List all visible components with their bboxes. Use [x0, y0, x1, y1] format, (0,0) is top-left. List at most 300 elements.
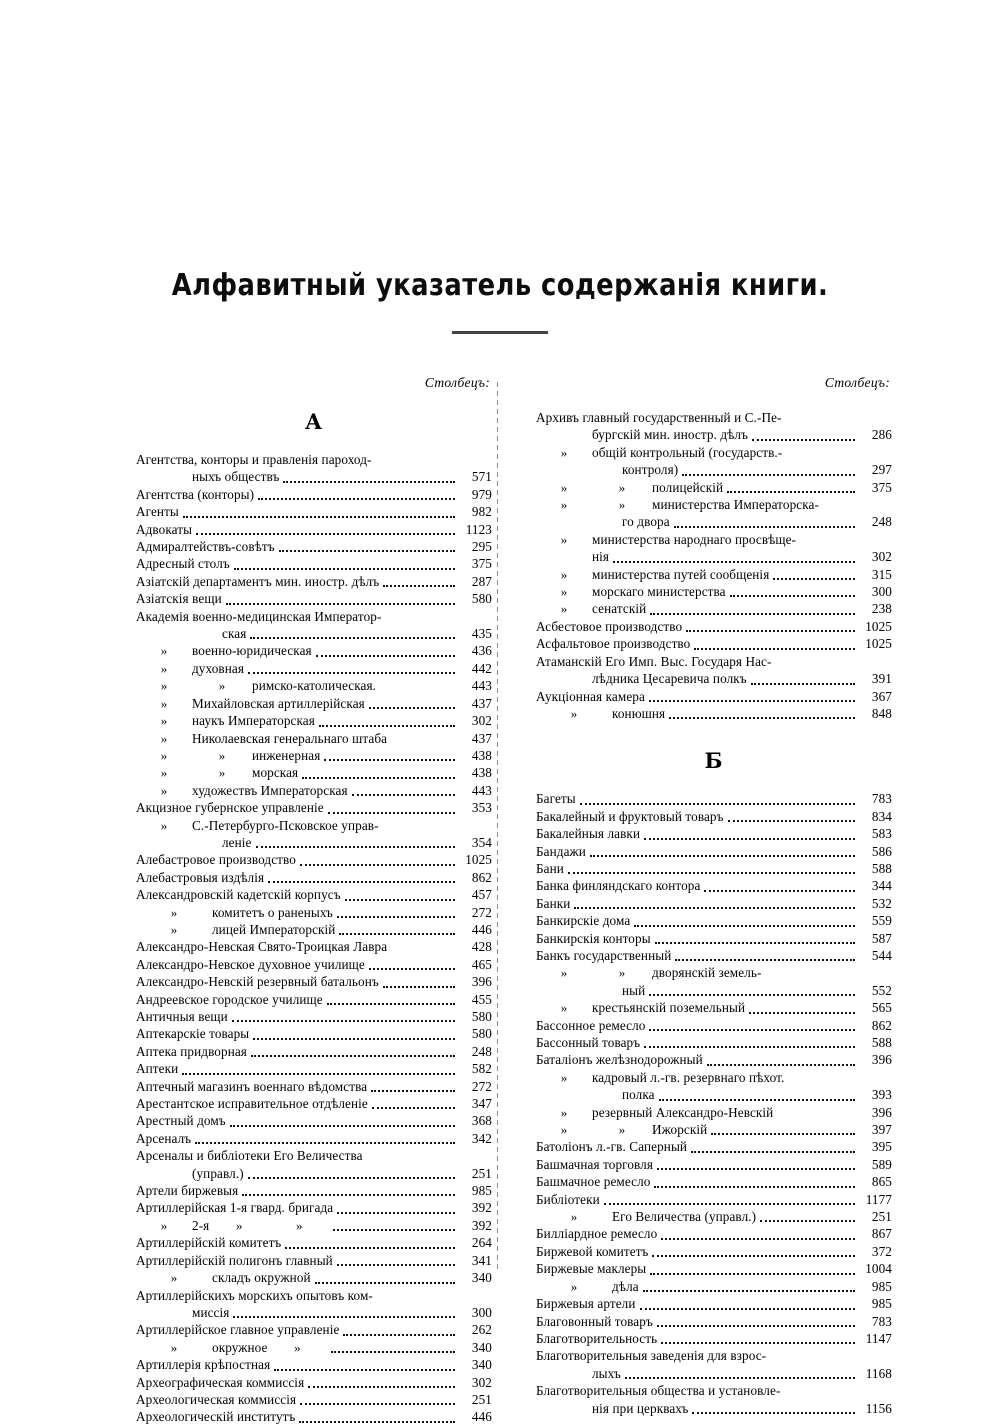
- dot-leader: [568, 872, 855, 874]
- entry-page-number: 1025: [465, 852, 492, 868]
- entry-label: [536, 1191, 600, 1208]
- dot-leader: [343, 1334, 455, 1336]
- entry-label: [136, 538, 275, 555]
- entry-label: [136, 1374, 304, 1391]
- index-entry: [536, 1243, 892, 1260]
- entry-page-number: 347: [471, 1096, 492, 1112]
- ditto-mark: »: [160, 643, 168, 659]
- ditto-mark: »: [560, 1104, 568, 1120]
- entry-page-number: 985: [871, 1278, 892, 1294]
- entry-label: [536, 982, 645, 999]
- index-entry: [136, 1408, 492, 1425]
- entry-label: [536, 947, 671, 964]
- entry-label: [136, 764, 298, 781]
- index-entry: [536, 790, 892, 807]
- entry-page-number: 1004: [865, 1261, 892, 1277]
- entry-text: Аптечный магазинъ военнаго вѣдомства: [136, 1078, 368, 1094]
- index-entry: [136, 521, 492, 538]
- dot-leader: [730, 595, 855, 597]
- entry-text: конюшня: [612, 705, 666, 721]
- entry-text: министерства народнаго просвѣще-: [592, 531, 797, 547]
- entry-page-number: 985: [871, 1296, 892, 1312]
- dot-leader: [279, 550, 455, 552]
- index-entry: [536, 1051, 892, 1068]
- entry-label: [136, 1078, 367, 1095]
- dot-leader: [258, 498, 455, 500]
- entry-text: министерства Императорска-: [652, 497, 819, 513]
- entry-page-number: 392: [471, 1217, 492, 1233]
- entry-text: Акцизное губернское управленіе: [136, 800, 324, 816]
- entry-label: [136, 625, 246, 642]
- entry-text: ская: [222, 626, 247, 642]
- entry-page-number: 465: [471, 956, 492, 972]
- entry-page-number: 344: [871, 878, 892, 894]
- entry-text: Агентства (конторы): [136, 486, 255, 502]
- index-entry: [536, 566, 892, 583]
- dot-leader: [195, 1142, 455, 1144]
- dot-leader: [196, 533, 455, 535]
- entry-text: Арестный домъ: [136, 1113, 226, 1129]
- index-entry: [136, 817, 492, 834]
- entry-text: Аптека придворная: [136, 1043, 247, 1059]
- dot-leader: [333, 1229, 455, 1231]
- dot-leader: [285, 1247, 455, 1249]
- entry-label: [136, 904, 333, 921]
- entry-label: [136, 1165, 244, 1182]
- dot-leader: [657, 1168, 855, 1170]
- entry-label: [536, 1121, 707, 1138]
- letter-heading-a: А: [304, 409, 324, 434]
- dot-leader: [682, 474, 855, 476]
- entry-text: Николаевская генеральнаго штаба: [192, 730, 388, 746]
- entry-text: Артиллерія крѣпостная: [136, 1357, 271, 1373]
- entry-page-number: 865: [871, 1174, 892, 1190]
- entry-text: Архивъ главный государственный и С.-Пе-: [536, 410, 782, 425]
- entry-text: Благовонный товаръ: [536, 1313, 653, 1329]
- ditto-mark: »: [218, 747, 226, 763]
- index-entry: [536, 670, 892, 687]
- index-entry: [136, 956, 492, 973]
- dot-leader: [233, 1316, 455, 1318]
- ditto-mark: »: [560, 1069, 568, 1085]
- entry-label: [136, 1182, 238, 1199]
- index-entry: [136, 1287, 492, 1304]
- entry-page-number: 238: [871, 601, 892, 617]
- entry-label: [536, 895, 570, 912]
- ditto-mark: »: [570, 1278, 578, 1294]
- ditto-mark: »: [160, 678, 168, 694]
- entry-text: Аукціонная камера: [536, 688, 645, 704]
- ditto-mark: »: [160, 660, 168, 676]
- ditto-mark: »: [160, 1217, 168, 1233]
- entry-text: военно-юридическая: [192, 643, 312, 659]
- entry-page-number: 446: [471, 1409, 492, 1425]
- dot-leader: [256, 846, 455, 848]
- entry-label: [136, 1339, 327, 1356]
- entry-page-number: 437: [471, 695, 492, 711]
- entry-page-number: 262: [471, 1322, 492, 1338]
- index-entry: [536, 1382, 892, 1399]
- entry-page-number: 867: [871, 1226, 892, 1242]
- entry-page-number: 985: [471, 1183, 492, 1199]
- index-entry: [536, 912, 892, 929]
- index-entry: [536, 583, 892, 600]
- entry-label: [136, 590, 222, 607]
- index-entry: [136, 503, 492, 520]
- index-entry: [536, 1278, 892, 1295]
- dot-leader: [383, 585, 455, 587]
- dot-leader: [649, 994, 855, 996]
- entry-label: [136, 921, 335, 938]
- ditto-mark: »: [618, 965, 626, 981]
- index-entry: [136, 1321, 492, 1338]
- entry-label: [136, 695, 365, 712]
- entry-page-number: 783: [871, 791, 892, 807]
- dot-leader: [657, 1325, 855, 1327]
- entry-text: Банкирскія конторы: [536, 930, 651, 946]
- entry-label: [536, 496, 819, 513]
- ditto-mark: »: [560, 601, 568, 617]
- dot-leader: [232, 1020, 455, 1022]
- entry-text: морскаго министерства: [592, 584, 726, 600]
- entry-label: [536, 1365, 621, 1382]
- dot-leader: [674, 526, 855, 528]
- ditto-mark: »: [170, 921, 178, 937]
- ditto-mark: »: [560, 965, 568, 981]
- entry-label: [136, 782, 348, 799]
- dot-leader: [580, 803, 855, 805]
- entry-list-a: [136, 451, 492, 1426]
- entry-page-number: 302: [871, 549, 892, 565]
- dot-leader: [751, 683, 855, 685]
- dot-leader: [369, 968, 455, 970]
- dot-leader: [644, 838, 855, 840]
- index-entry: [536, 1208, 892, 1225]
- entry-label: [136, 799, 324, 816]
- dot-leader: [182, 1073, 455, 1075]
- entry-text: Азіатскій департаментъ мин. иностр. дѣлъ: [136, 573, 380, 589]
- entry-label: [136, 712, 315, 729]
- entry-label: [136, 1130, 191, 1147]
- ditto-mark: »: [170, 1270, 178, 1286]
- dot-leader: [372, 1107, 455, 1109]
- entry-label: [536, 790, 576, 807]
- entry-page-number: 353: [471, 800, 492, 816]
- index-entry: [136, 1043, 492, 1060]
- index-entry: [136, 486, 492, 503]
- entry-text: складъ окружной: [212, 1270, 311, 1286]
- letter-heading-b: Б: [704, 748, 724, 774]
- entry-label: [536, 653, 772, 670]
- entry-page-number: 300: [871, 584, 892, 600]
- index-entry: [536, 1260, 892, 1277]
- entry-text: комитетъ о раненыхъ: [212, 904, 333, 920]
- entry-page-number: 392: [471, 1200, 492, 1216]
- entry-label: [136, 1356, 270, 1373]
- ditto-mark: »: [560, 497, 568, 513]
- entry-label: [536, 600, 646, 617]
- entry-label: [136, 730, 387, 747]
- entry-text: Бакалейный и фруктовый товаръ: [536, 808, 724, 824]
- entry-text: Арсеналъ: [136, 1130, 192, 1146]
- entry-page-number: 982: [471, 504, 492, 520]
- ditto-mark: »: [218, 765, 226, 781]
- index-entry: [536, 895, 892, 912]
- entry-page-number: 783: [871, 1313, 892, 1329]
- dot-leader: [331, 1351, 455, 1353]
- entry-label: [536, 1313, 653, 1330]
- entry-label: [136, 956, 365, 973]
- entry-text: Бассонный товаръ: [536, 1035, 641, 1050]
- entry-label: [536, 583, 726, 600]
- entry-page-number: 272: [471, 904, 492, 920]
- entry-label: [536, 999, 745, 1016]
- page-title: Алфавитный указатель содержанія книги.: [171, 268, 829, 303]
- entry-text: сенатскій: [592, 601, 647, 617]
- entry-text: Баталіонъ желѣзнодорожный: [536, 1052, 703, 1068]
- dot-leader: [308, 1386, 455, 1388]
- index-entry: [136, 991, 492, 1008]
- entry-text: Благотворительность: [536, 1330, 658, 1346]
- index-entry: [536, 496, 892, 513]
- entry-page-number: 340: [471, 1339, 492, 1355]
- entry-page-number: 544: [871, 947, 892, 963]
- entry-text: Банкирскіе дома: [536, 913, 631, 929]
- entry-page-number: 302: [471, 1374, 492, 1390]
- entry-page-number: 391: [871, 671, 892, 687]
- index-entry: [536, 1086, 892, 1103]
- entry-text: Александро-Невская Свято-Троицкая Лавра: [136, 939, 388, 955]
- entry-text: С.-Петербурго-Псковское управ-: [192, 817, 379, 833]
- entry-text: кадровый л.-гв. резервнаго пѣхот.: [592, 1069, 785, 1085]
- entry-label: [536, 513, 670, 530]
- entry-page-number: 588: [871, 1035, 892, 1050]
- entry-label: [136, 642, 312, 659]
- index-entry: [136, 869, 492, 886]
- index-entry: [536, 877, 892, 894]
- dot-leader: [650, 613, 855, 615]
- entry-label: [536, 618, 682, 635]
- entry-label: [136, 1269, 311, 1286]
- entry-text: Бакалейныя лавки: [536, 826, 641, 842]
- entry-page-number: 341: [471, 1252, 492, 1268]
- entry-label: [536, 930, 651, 947]
- entry-text: министерства путей сообщенія: [592, 566, 770, 582]
- entry-label: [536, 426, 748, 443]
- index-entry: [536, 1365, 892, 1382]
- entry-text: ныхъ обществъ: [192, 469, 280, 485]
- index-entry: [536, 618, 892, 635]
- entry-label: [136, 1287, 373, 1304]
- index-entry: [136, 1182, 492, 1199]
- dot-leader: [248, 1177, 455, 1179]
- entry-label: [536, 843, 586, 860]
- entry-text: Батоліонъ л.-гв. Саперный: [536, 1139, 688, 1155]
- index-entry: [136, 1217, 492, 1234]
- index-entry: [536, 930, 892, 947]
- entry-label: [536, 1278, 639, 1295]
- entry-page-number: 438: [471, 747, 492, 763]
- entry-page-number: 286: [871, 427, 892, 443]
- index-entry: [536, 825, 892, 842]
- dot-leader: [250, 637, 455, 639]
- entry-page-number: 580: [471, 591, 492, 607]
- entry-text: лыхъ: [592, 1365, 621, 1381]
- entry-page-number: 367: [871, 688, 892, 704]
- dot-leader: [316, 655, 455, 657]
- index-entry: [136, 555, 492, 572]
- dot-leader: [328, 812, 455, 814]
- index-entry: [536, 947, 892, 964]
- index-entry: [136, 573, 492, 590]
- dot-leader: [704, 890, 855, 892]
- entry-label: [536, 860, 564, 877]
- entry-text: ный: [622, 982, 646, 998]
- entry-label: [136, 1095, 368, 1112]
- dot-leader: [574, 907, 855, 909]
- entry-label: [536, 479, 723, 496]
- index-entry: [136, 1339, 492, 1356]
- dot-leader: [300, 1403, 455, 1405]
- dot-leader: [268, 881, 455, 883]
- index-entry: [536, 531, 892, 548]
- dot-leader: [669, 717, 855, 719]
- index-entry: [136, 712, 492, 729]
- entry-page-number: 297: [871, 462, 892, 478]
- entry-page-number: 375: [871, 479, 892, 495]
- dot-leader: [643, 1290, 855, 1292]
- entry-text: Адресный столъ: [136, 556, 230, 572]
- ditto-mark: »: [170, 1339, 178, 1355]
- entry-text: Асбестовое производство: [536, 618, 683, 634]
- title-block: [0, 268, 1000, 334]
- entry-list-a-cont: [536, 409, 892, 722]
- entry-label: [536, 409, 782, 426]
- entry-text: Башмачная торговля: [536, 1156, 654, 1172]
- dot-leader: [226, 603, 455, 605]
- entry-page-number: 435: [471, 626, 492, 642]
- ditto-mark: »: [296, 1217, 303, 1233]
- dot-leader: [352, 794, 455, 796]
- entry-label: [536, 1138, 687, 1155]
- dot-leader: [649, 1029, 855, 1031]
- entry-page-number: 251: [471, 1165, 492, 1181]
- dot-leader: [283, 481, 455, 483]
- entry-label: [136, 991, 323, 1008]
- entry-label: [136, 747, 320, 764]
- entry-page-number: 437: [471, 730, 492, 746]
- entry-text: нія: [592, 549, 610, 565]
- dot-leader: [234, 568, 455, 570]
- entry-label: [136, 1391, 296, 1408]
- dot-leader: [242, 1194, 455, 1196]
- entry-text: римско-католическая.: [252, 678, 377, 694]
- entry-text: полицейскій: [652, 479, 724, 495]
- index-entry: [536, 1069, 892, 1086]
- entry-page-number: 264: [471, 1235, 492, 1251]
- entry-text: Арестантское исправительное отдѣленіе: [136, 1096, 368, 1112]
- entry-page-number: 300: [471, 1304, 492, 1320]
- entry-label: [536, 964, 761, 981]
- entry-text: духовная: [192, 660, 244, 676]
- ditto-mark: »: [294, 1339, 301, 1355]
- entry-page-number: 393: [871, 1087, 892, 1103]
- entry-page-number: 587: [871, 930, 892, 946]
- entry-page-number: 532: [871, 895, 892, 911]
- index-entry: [136, 938, 492, 955]
- entry-page-number: 395: [871, 1139, 892, 1155]
- entry-label: [136, 851, 296, 868]
- entry-label: [136, 1147, 363, 1164]
- entry-page-number: 834: [871, 808, 892, 824]
- index-entry: [136, 451, 492, 468]
- index-entry: [136, 642, 492, 659]
- index-entry: [136, 1060, 492, 1077]
- index-entry: [136, 834, 492, 851]
- entry-text: го двора: [622, 514, 670, 530]
- index-entry: [536, 999, 892, 1016]
- entry-text: морская: [252, 765, 299, 781]
- entry-label: [536, 1104, 773, 1121]
- dot-leader: [299, 1421, 455, 1423]
- index-entry: [136, 1374, 492, 1391]
- entry-text: общій контрольный (государств.-: [592, 444, 783, 460]
- dot-leader: [675, 959, 855, 961]
- column-header-left: Столбецъ:: [424, 375, 490, 390]
- dot-leader: [640, 1308, 856, 1310]
- ditto-mark: »: [218, 678, 226, 694]
- entry-page-number: 397: [871, 1122, 892, 1138]
- index-entry: [536, 1138, 892, 1155]
- entry-label: [136, 1060, 178, 1077]
- entry-label: [136, 1234, 281, 1251]
- entry-page-number: 588: [871, 860, 892, 876]
- entry-label: [536, 1347, 766, 1364]
- dot-leader: [251, 1055, 455, 1057]
- entry-text: Благотворительныя общества и установле-: [536, 1383, 781, 1399]
- dot-leader: [659, 1099, 855, 1101]
- ditto-mark: »: [570, 705, 578, 721]
- entry-label: [136, 486, 254, 503]
- index-entry: [536, 1295, 892, 1312]
- entry-page-number: 428: [471, 939, 492, 955]
- entry-label: [536, 912, 630, 929]
- entry-label: [536, 531, 796, 548]
- entry-text: Благотворительныя заведенія для взрос-: [536, 1348, 767, 1364]
- entry-text: нія при церквахъ: [592, 1400, 689, 1416]
- entry-label: [536, 1086, 655, 1103]
- index-entry: [536, 860, 892, 877]
- entry-text: резервный Александро-Невскій: [592, 1104, 774, 1120]
- index-entry: [136, 1252, 492, 1269]
- index-entry: [536, 444, 892, 461]
- entry-label: [536, 444, 782, 461]
- entry-text: Атаманскій Его Имп. Выс. Государя Нас-: [536, 653, 772, 669]
- entry-text: Археологическій институтъ: [136, 1409, 296, 1425]
- dot-leader: [749, 1012, 855, 1014]
- entry-text: Бандажи: [536, 843, 586, 859]
- dot-leader: [649, 700, 855, 702]
- dot-leader: [661, 1342, 855, 1344]
- entry-page-number: 862: [871, 1017, 892, 1033]
- entry-label: [136, 938, 387, 955]
- entry-page-number: 1168: [865, 1365, 892, 1381]
- index-entry: [536, 982, 892, 999]
- entry-label: [136, 451, 372, 468]
- entry-label: [136, 817, 379, 834]
- index-entry: [136, 608, 492, 625]
- index-entry: [136, 1304, 492, 1321]
